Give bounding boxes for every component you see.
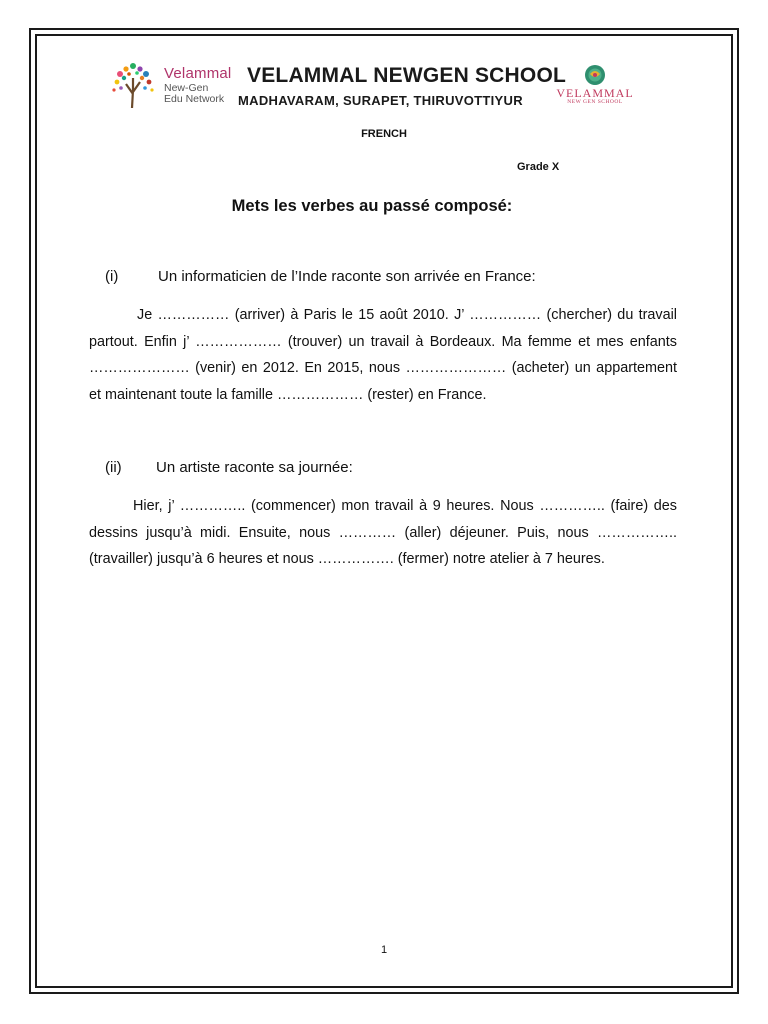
section-heading [89, 459, 677, 483]
school-header [104, 60, 644, 116]
section-heading-text: Un informaticien de l’Inde raconte son arrivée en France: [158, 268, 536, 285]
exercise-section [89, 268, 677, 408]
exercise-paragraph: Je …………… (arriver) à Paris le 15 août 2010. J’ …………… (chercher) du travail partout. Enfin j’ ……………… (trouver) un travail à Bordeaux. Ma femme et mes enfants ………………… (venir) en 2012. En 2015, nous ………………… (acheter) un appartement et maintenant toute la famille ……………… (rester) en France. [89, 307, 677, 403]
school-name: VELAMMAL NEWGEN SCHOOL [247, 64, 567, 87]
section-heading [89, 268, 677, 292]
brand-subtitle-2: Edu Network [164, 93, 225, 105]
grade-label: Grade X [517, 161, 560, 173]
exercise-paragraph: Hier, j’ ………….. (commencer) mon travail à 9 heures. Nous ………….. (faire) des dessins jusqu’à midi. Ensuite, nous ………… (aller) déjeuner. Puis, nous …………….. (travailler) jusqu’à 6 heures et nous ……………. (fermer) notre atelier à 7 heures. [89, 498, 677, 567]
tree-logo-icon [104, 60, 162, 110]
network-brand [164, 66, 231, 104]
section-number: (i) [105, 268, 119, 285]
right-logo-subtitle: NEW GEN SCHOOL [567, 99, 623, 105]
school-logo [550, 64, 640, 116]
right-logo-name: VELAMMAL [556, 86, 634, 100]
page-number: 1 [380, 944, 388, 956]
brand-name: Velammal [164, 65, 232, 82]
section-heading-text: Un artiste raconte sa journée: [156, 459, 353, 476]
worksheet-title: Mets les verbes au passé composé: [231, 197, 513, 215]
brand-subtitle-1: New-Gen [164, 82, 209, 94]
exercise-section [89, 459, 677, 573]
school-address: MADHAVARAM, SURAPET, THIRUVOTTIYUR [238, 93, 523, 108]
globe-emblem-icon [584, 64, 606, 86]
section-number: (ii) [105, 459, 122, 476]
subject-label: FRENCH [361, 128, 407, 140]
